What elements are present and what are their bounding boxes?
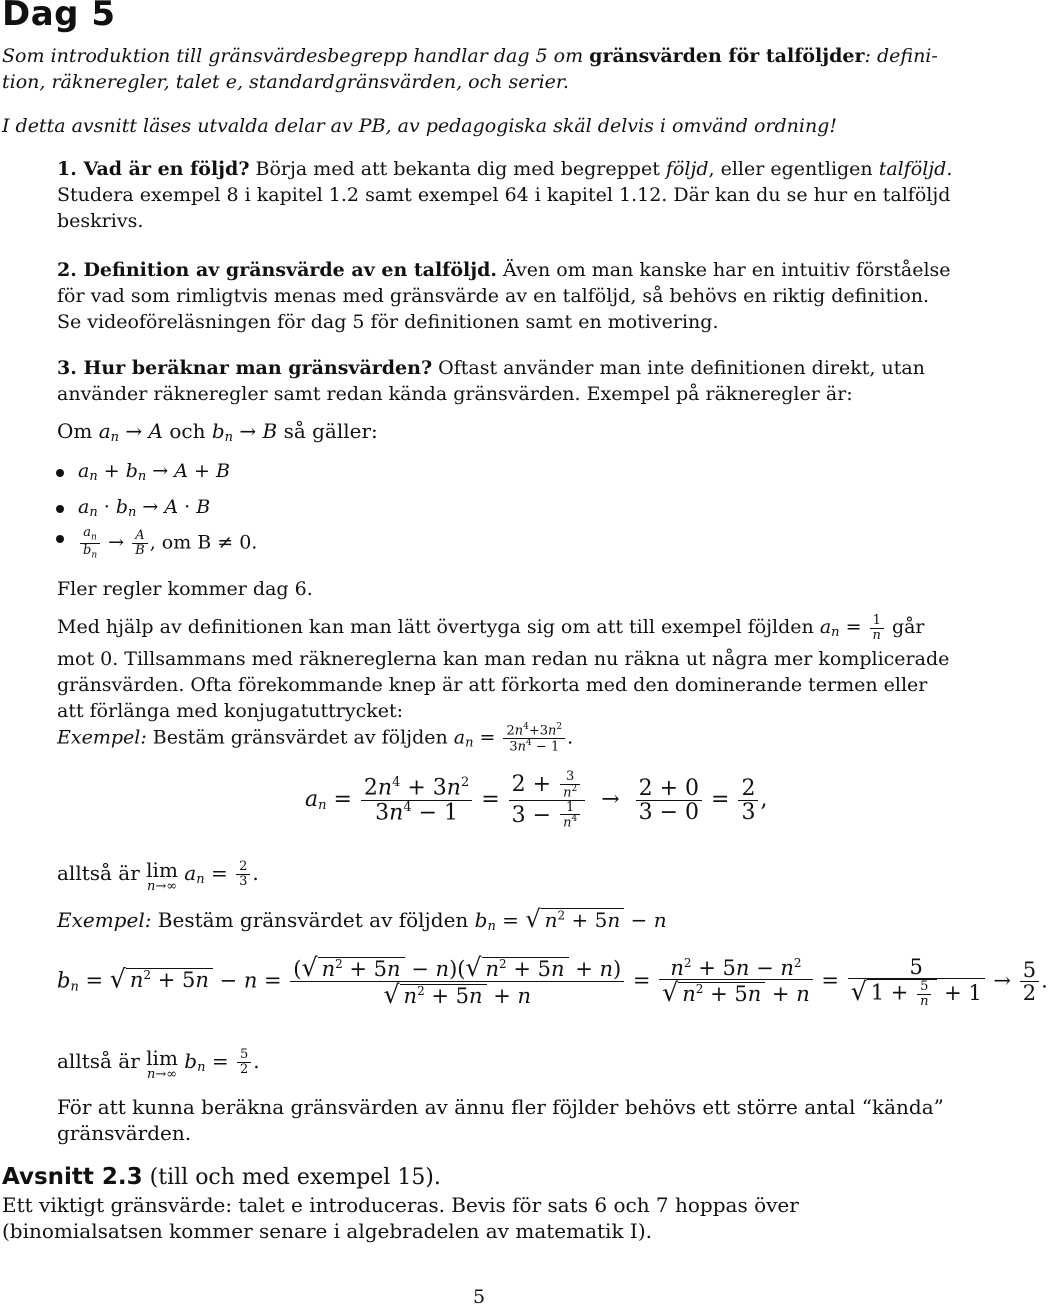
knep-text2: går mot 0. Tillsammans med räknereglerna kan man redan nu räkna ut några mer komplicerade gränsvärden. Ofta förekommande knep är att förkorta med den dominerande termen eller att förlänga med konjugatuttrycket: bbox=[57, 616, 950, 723]
intro-text: Som introduktion till gränsvärdesbegrepp handlar dag 5 om bbox=[2, 45, 590, 67]
om-text: Om bbox=[57, 419, 93, 443]
knep-text1: Med hjälp av definitionen kan man lätt övertyga sig om att till exempel föjlden bbox=[57, 616, 820, 639]
intro-note-text: I detta avsnitt läses utvalda delar av PB, av pedagogiska skäl delvis i omvänd ordning! bbox=[2, 115, 837, 137]
avsnitt-heading bbox=[2, 1164, 441, 1190]
section-2-heading: 2. Definition av gränsvärde av en talföljd. bbox=[57, 259, 498, 281]
rule-quotient: $\frac{a_n}{b_n}$ → $\frac{A}{B}$ , om B ≠ 0. bbox=[78, 526, 257, 561]
rule-sum: $a_n + b_n \to A + B$ bbox=[78, 460, 230, 484]
fler-regler bbox=[57, 576, 957, 602]
section-1-text2: , eller egentligen bbox=[708, 158, 879, 180]
rule-premise: Om $a_n \to A$ och $b_n \to B$ så gäller: bbox=[57, 419, 378, 445]
avsnitt-body: Ett viktigt gränsvärde: talet e introduceras. Bevis för sats 6 och 7 hoppas över (binomialsatsen kommer senare i algebradelen av matematik I). bbox=[2, 1193, 799, 1243]
fler-regler-text: Fler regler kommer dag 6. bbox=[57, 578, 313, 600]
example-1-result: alltså är lim n→∞ $a_n$ = $\frac{2}{3}$ . bbox=[57, 858, 259, 894]
example-2-statement: Exempel: Bestäm gränsvärdet av följden $b_n$ = √ $n^2 + 5n - n$ bbox=[57, 905, 667, 934]
section-2 bbox=[57, 257, 957, 335]
section-3 bbox=[57, 355, 957, 407]
section-3-heading: 3. Hur beräknar man gränsvärden? bbox=[57, 357, 433, 379]
sa-galler-text: så gäller: bbox=[283, 419, 378, 443]
rule-condition: , om B ≠ 0. bbox=[149, 531, 258, 554]
example-1-result-prefix: alltså är bbox=[57, 861, 140, 885]
example-2-result: alltså är lim n→∞ $b_n$ = $\frac{5}{2}$ . bbox=[57, 1046, 260, 1082]
example-1-text: Bestäm gränsvärdet av följden bbox=[146, 726, 454, 749]
section-2-text: Även om man kanske har en intuitiv förståelse för vad som rimligtvis menas med gränsvärde av en talföljd, så behövs en riktig definition. Se videoföreläsningen för dag 5 för definitionen samt en motivering. bbox=[57, 259, 951, 333]
avsnitt-text bbox=[2, 1192, 957, 1244]
avsnitt-suffix: (till och med exempel 15). bbox=[142, 1165, 441, 1190]
section-1-italic: följd bbox=[665, 158, 709, 180]
section-1 bbox=[57, 156, 957, 234]
section-1-text: Börja med att bekanta dig med begreppet bbox=[249, 158, 666, 180]
example-1-statement: Exempel: Bestäm gränsvärdet av följden $a_n$ = $\frac{2n^4+3n^2}{3n^4 - 1}$ . bbox=[57, 722, 574, 755]
intro-note bbox=[2, 113, 952, 139]
intro-paragraph bbox=[2, 43, 952, 95]
avsnitt-head: Avsnitt 2.3 bbox=[2, 1164, 143, 1190]
example-2-result-prefix: alltså är bbox=[57, 1049, 140, 1073]
example-1-label: Exempel: bbox=[57, 726, 147, 749]
example-1-computation: $a_n$ = $\frac{2n^4 + 3n^2}{3n^4 - 1}$ = 2 + $\frac{3}{n^2}$ 3 − $\frac{1}{n^4}$ → $\frac{2 + 0}{3 - 0}$ = $\frac{2}{3}$ , bbox=[305, 769, 768, 831]
intro-text-end: : defini- bbox=[864, 45, 938, 67]
page-title: Dag 5 bbox=[2, 0, 116, 34]
example-2-label: Exempel: bbox=[57, 908, 152, 932]
page-number: 5 bbox=[473, 1286, 486, 1308]
example-2-computation: $b_n$ = √ $n^2 + 5n - n$ = $\frac{(√ n^2 + 5n - n)(√ n^2 + 5n + n)}{√ n^2 + 5n + n}$ = $\frac{n^2 + 5n - n^2}{√ n^2 + 5n + n}$ = 5 √ 1 + $\frac{5}{n}$ + 1 → $\frac{5}{2}$ . bbox=[57, 953, 1048, 1010]
closing-paragraph bbox=[57, 1094, 957, 1146]
section-1-text3: . Studera exempel 8 i kapitel 1.2 samt exempel 64 i kapitel 1.12. Där kan du se hur en talföljd beskrivs. bbox=[57, 158, 953, 232]
closing-text: För att kunna beräkna gränsvärden av ännu fler föjlder behövs ett större antal “kända” gränsvärden. bbox=[57, 1095, 944, 1145]
section-3-text: Oftast använder man inte definitionen direkt, utan använder räkneregler samt redan kända gränsvärden. Exempel på räkneregler är: bbox=[57, 357, 925, 405]
intro-bold: gränsvärden för talföljder bbox=[589, 45, 865, 67]
paragraph-knep: Med hjälp av definitionen kan man lätt övertyga sig om att till exempel föjlden $a_n$ = $\frac{1}{n}$ går mot 0. Tillsammans med räknereglerna kan man redan nu räkna ut några mer komplicerade gränsvärden. Ofta förekommande knep är att förkorta med den dominerande termen eller att förlänga med konjugatuttrycket: bbox=[57, 613, 950, 723]
section-1-italic2: talföljd bbox=[878, 158, 947, 180]
section-1-heading: 1. Vad är en följd? bbox=[57, 158, 250, 180]
intro-line2: tion, räkneregler, talet e, standardgränsvärden, och serier. bbox=[2, 71, 569, 93]
och-text: och bbox=[169, 419, 206, 443]
example-2-text: Bestäm gränsvärdet av följden bbox=[151, 908, 475, 932]
rule-product: $a_n \cdot b_n \to A \cdot B$ bbox=[78, 496, 211, 520]
